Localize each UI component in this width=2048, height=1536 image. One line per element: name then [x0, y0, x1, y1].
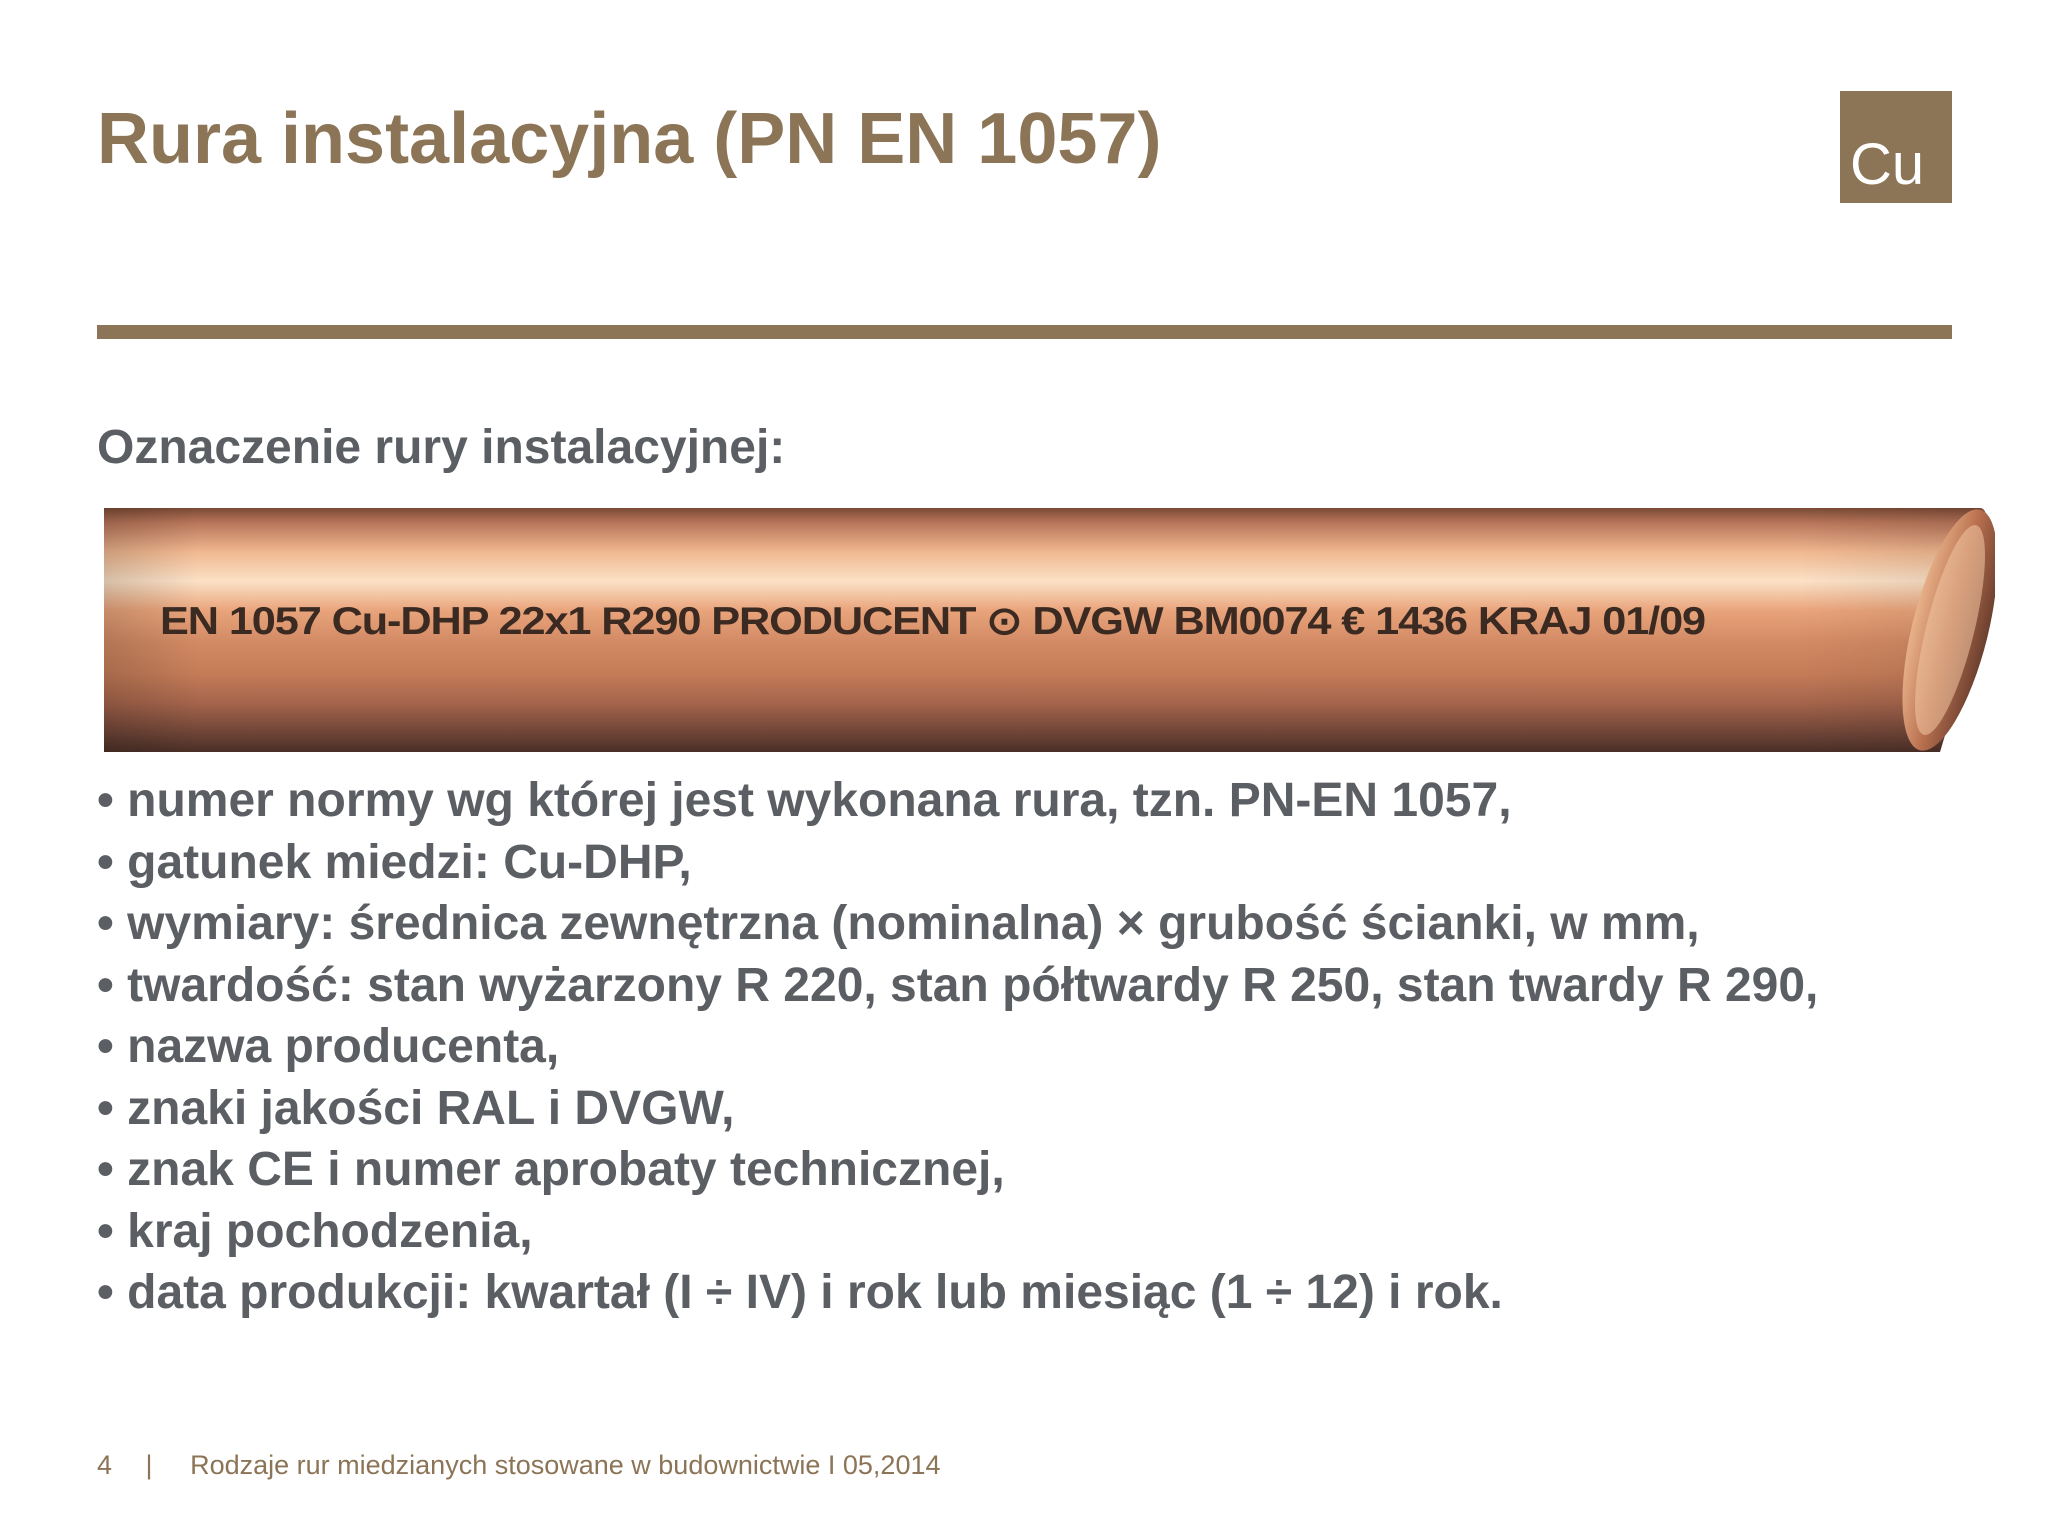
bullet-item: • nazwa producenta, — [97, 1016, 1818, 1078]
slide-footer — [97, 1448, 941, 1482]
section-subtitle: Oznaczenie rury instalacyjnej: — [97, 421, 786, 474]
cu-logo — [1840, 91, 1952, 203]
slide-title: Rura instalacyjna (PN EN 1057) — [97, 99, 1162, 179]
bullet-item: • wymiary: średnica zewnętrzna (nominalna) × grubość ścianki, w mm, — [97, 893, 1818, 955]
footer-separator: | — [145, 1450, 153, 1480]
page-number: 4 — [97, 1450, 113, 1480]
pipe-marking-text: EN 1057 Cu-DHP 22x1 R290 PRODUCENT ⊙ DVGW BM0074 € 1436 KRAJ 01/09 — [160, 600, 1706, 643]
bullet-list — [97, 770, 1818, 1324]
bullet-item: • twardość: stan wyżarzony R 220, stan półtwardy R 250, stan twardy R 290, — [97, 955, 1818, 1017]
bullet-item: • kraj pochodzenia, — [97, 1201, 1818, 1263]
bullet-item: • znaki jakości RAL i DVGW, — [97, 1078, 1818, 1140]
copper-pipe-illustration — [100, 500, 1995, 760]
copper-pipe-image — [100, 500, 1995, 760]
title-divider — [97, 325, 1952, 339]
bullet-item: • znak CE i numer aprobaty technicznej, — [97, 1139, 1818, 1201]
bullet-item: • numer normy wg której jest wykonana rura, tzn. PN-EN 1057, — [97, 770, 1818, 832]
bullet-item: • data produkcji: kwartał (I ÷ IV) i rok lub miesiąc (1 ÷ 12) i rok. — [97, 1262, 1818, 1324]
bullet-item: • gatunek miedzi: Cu-DHP, — [97, 832, 1818, 894]
cu-logo-text: Cu — [1850, 132, 1925, 197]
footer-text: Rodzaje rur miedzianych stosowane w budownictwie I 05,2014 — [190, 1450, 941, 1480]
